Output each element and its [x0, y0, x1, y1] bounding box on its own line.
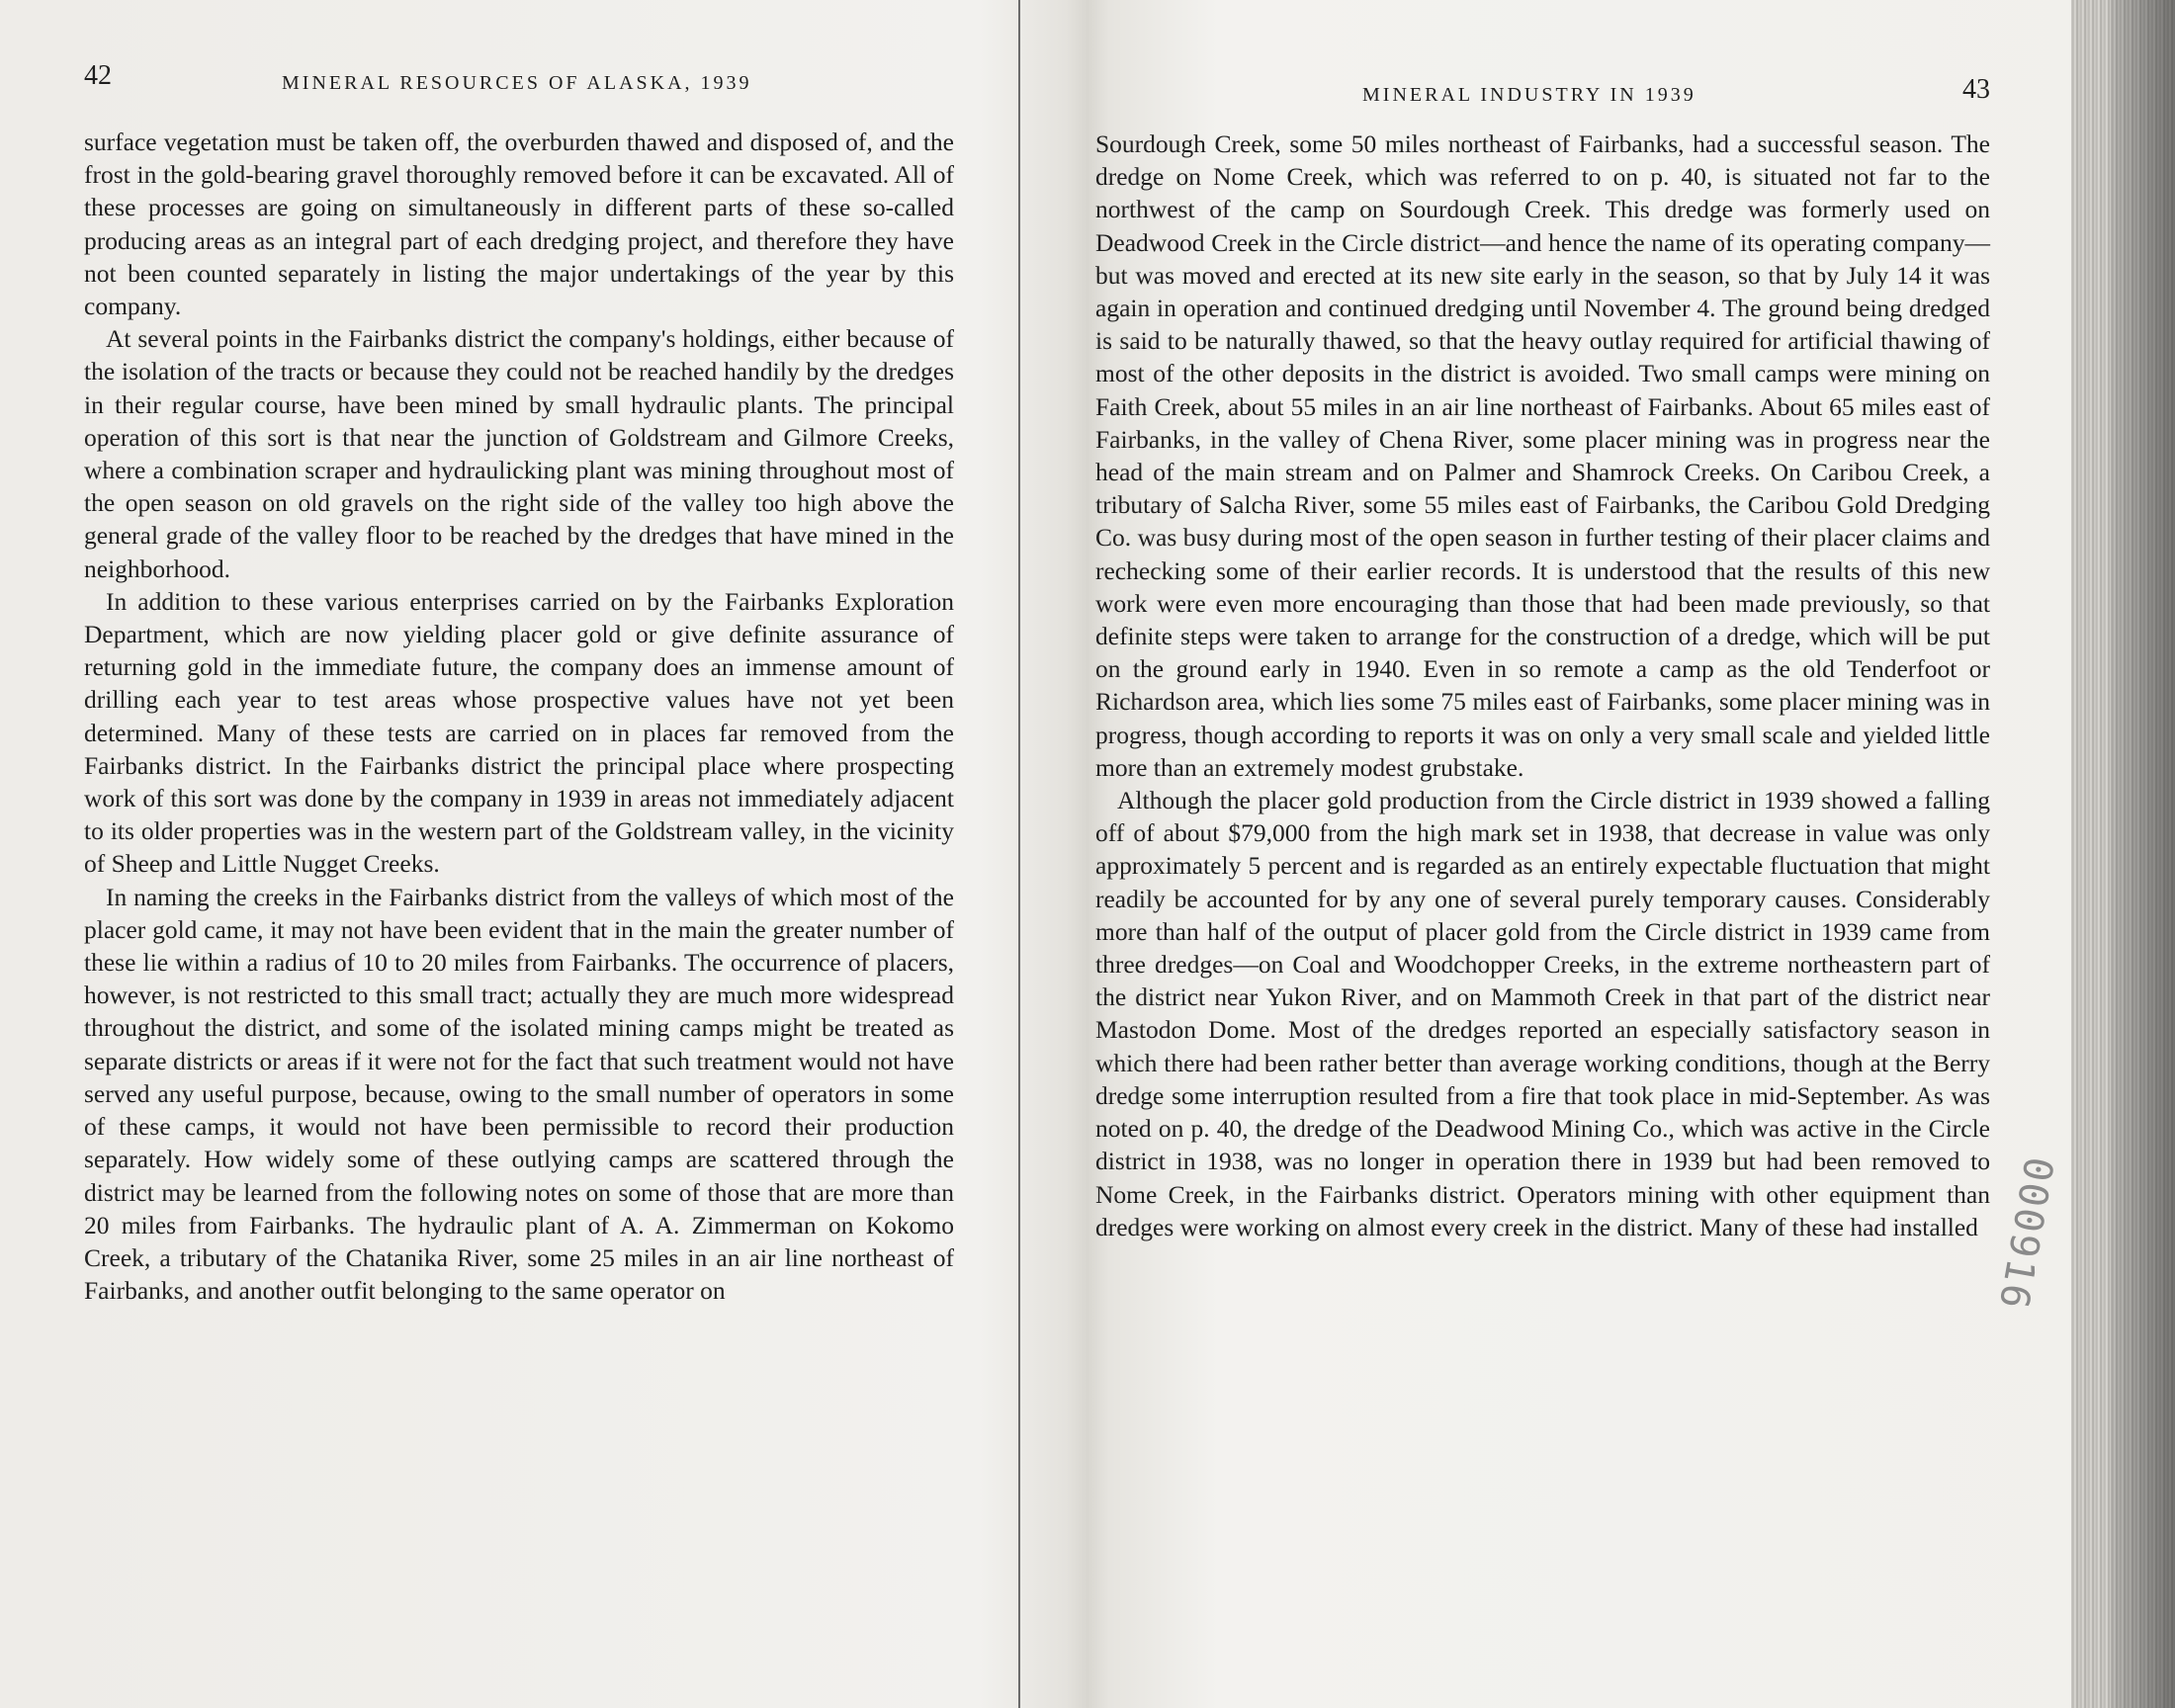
- right-running-head-title: MINERAL INDUSTRY IN 1939: [1362, 84, 1696, 106]
- left-running-header: [84, 54, 954, 102]
- gutter-divider: [1018, 0, 1020, 1708]
- left-paragraph-3: In addition to these various enterprises carried on by the Fairbanks Exploration Department, which are now yielding placer gold or give definite assurance of returning gold in the immediate future, the company does an immense amount of drilling each year to test areas whose prospective values have not yet been determined. Many of these tests are carried on in places far removed from the Fairbanks district. In the Fairbanks district the principal place where prospecting work of this sort was done by the company in 1939 in areas not immediately adjacent to its older properties was in the western part of the Goldstream valley, in the vicinity of Sheep and Little Nugget Creeks.: [84, 586, 954, 879]
- left-body-text: [84, 126, 954, 1307]
- right-paragraph-2: Although the placer gold production from the Circle district in 1939 showed a falling off of about $79,000 from the high mark set in 1938, that decrease in value was only approximately 5 percent and is regarded as an entirely expectable fluctuation that might readily be accounted for by any one of several purely temporary causes. Considerably more than half of the output of placer gold from the Circle district in 1939 came from three dredges—on Coal and Woodchopper Creeks, in the extreme northeastern part of the district near Yukon River, and on Mammoth Creek in that part of the district near Mastodon Dome. Most of the dredges reported an especially satisfactory season in which there had been rather better than average working conditions, though at the Berry dredge some interruption resulted from a fire that took place in mid-September. As was noted on p. 40, the dredge of the Deadwood Mining Co., which was active in the Circle district in 1938, was no longer in operation there in 1939 but had been removed to Nome Creek, in the Fairbanks district. Operators mining with other equipment than dredges were working on almost every creek in the district. Many of these had installed: [1095, 786, 1990, 1241]
- left-page: [84, 54, 954, 1307]
- left-paragraph-4: In naming the creeks in the Fairbanks district from the valleys of which most of the placer gold came, it may not have been evident that in the main the greater number of these lie within a radius of 10 to 20 miles from Fairbanks. The occurrence of placers, however, is not restricted to this small tract; actually they are much more widespread throughout the district, and some of the isolated mining camps might be treated as separate districts or areas if it were not for the fact that such treatment would not have served any useful purpose, because, owing to the small number of operators in some of these camps, it would not have been permissible to record their production separately. How widely some of these outlying camps are scattered through the district may be learned from the following notes on some of those that are more than 20 miles from Fairbanks. The hydraulic plant of A. A. Zimmerman on Kokomo Creek, a tributary of the Chatanika River, some 25 miles in an air line northeast of Fairbanks, and another outfit belonging to the same operator on: [84, 882, 954, 1306]
- right-body-text: [1095, 128, 1990, 1243]
- right-page-number: 43: [1962, 74, 1990, 105]
- left-paragraph-2: At several points in the Fairbanks district the company's holdings, either because of the isolation of the tracts or because they could not be reached handily by the dredges in their regular course, have been mined by small hydraulic plants. The principal operation of this sort is that near the junction of Goldstream and Gilmore Creeks, where a combination scraper and hydraulicking plant was mining throughout most of the open season on old gravels on the right side of the valley too high above the general grade of the valley floor to be reached by the dredges that have mined in the neighborhood.: [84, 324, 954, 583]
- right-running-header: [1095, 54, 1990, 106]
- left-paragraph-1: surface vegetation must be taken off, the overburden thawed and disposed of, and the frost in the gold-bearing gravel thoroughly removed before it can be excavated. All of these processes are going on simultaneously in different parts of these so-called producing areas as an integral part of each dredging project, and therefore they have not been counted separately in listing the major undertakings of the year by this company.: [84, 128, 954, 321]
- left-running-head-title: MINERAL RESOURCES OF ALASKA, 1939: [282, 72, 752, 94]
- archive-stamp-number: 000916: [1989, 1153, 2061, 1315]
- right-paragraph-1: Sourdough Creek, some 50 miles northeast of Fairbanks, had a successful season. The dredge on Nome Creek, which was referred to on p. 40, is situated not far to the northwest of the camp on Sourdough Creek. This dredge was formerly used on Deadwood Creek in the Circle district—and hence the name of its operating company—but was moved and erected at its new site early in the season, so that by July 14 it was again in operation and continued dredging until November 4. The ground being dredged is said to be naturally thawed, so that the heavy outlay required for artificial thawing of most of the other deposits in the district is avoided. Two small camps were mining on Faith Creek, about 55 miles in an air line northeast of Fairbanks. About 65 miles east of Fairbanks, in the valley of Chena River, some placer mining was in progress near the head of the main stream and on Palmer and Shamrock Creeks. On Caribou Creek, a tributary of Salcha River, some 55 miles east of Fairbanks, the Caribou Gold Dredging Co. was busy during most of the open season in further testing of their placer claims and rechecking some of their earlier records. It is understood that the results of this new work were even more encouraging than those that had been made previously, so that definite steps were taken to arrange for the construction of a dredge, which will be put on the ground early in 1940. Even in so remote a camp as the old Tenderfoot or Richardson area, which lies some 75 miles east of Fairbanks, some placer mining was in progress, though according to reports it was on only a very small scale and yielded little more than an extremely modest grubstake.: [1095, 129, 1990, 782]
- spine-shadow: [2111, 0, 2175, 1708]
- right-page: [1095, 54, 1990, 1243]
- left-page-number: 42: [84, 60, 112, 91]
